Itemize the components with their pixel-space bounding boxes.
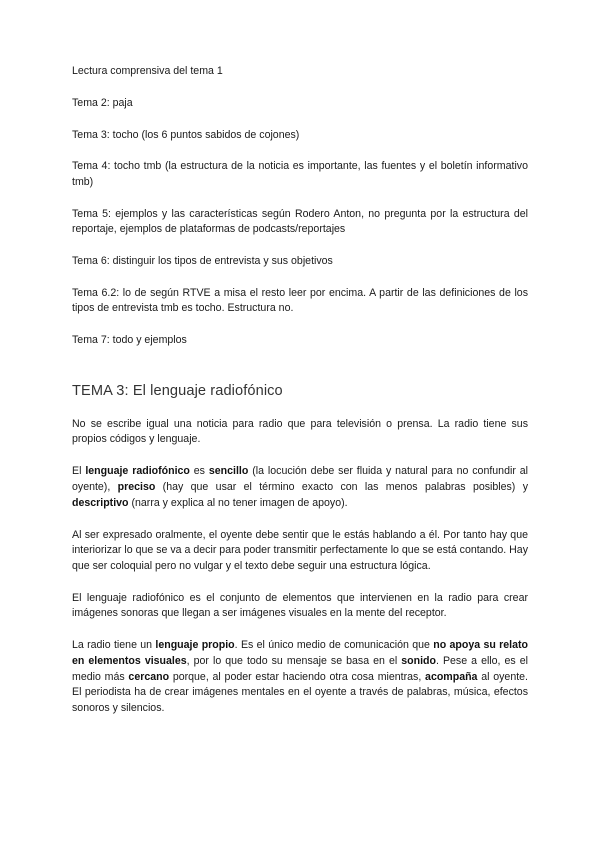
- note-line: Tema 6.2: lo de según RTVE a misa el resto leer por encima. A partir de las definiciones de los tipos de entrevista tmb es tocho. Estructura no.: [72, 286, 528, 315]
- section-heading: TEMA 3: El lenguaje radiofónico: [72, 382, 283, 399]
- document-page: [72, 64, 528, 733]
- text-run: . Es el único medio de comunicación que: [234, 639, 434, 652]
- note-line: Tema 2: paja: [72, 96, 133, 109]
- note-line: Tema 4: tocho tmb (la estructura de la noticia es importante, las fuentes y el boletín informativo tmb): [72, 160, 528, 188]
- text-run: El: [72, 465, 86, 478]
- paragraph-language-traits: [72, 464, 528, 511]
- text-run: La radio tiene un: [72, 639, 156, 652]
- bold-term: lenguaje propio: [155, 639, 235, 652]
- bold-term: cercano: [128, 670, 170, 683]
- text-run: porque, al poder estar haciendo otra cosa mientras,: [169, 670, 426, 683]
- text-run: (la locución debe ser fluida y natural para no confundir al oyente),: [72, 465, 528, 494]
- text-run: es: [189, 465, 209, 478]
- text-run: . Pese a ello, es el medio más: [72, 654, 529, 683]
- bold-term: descriptivo: [72, 496, 129, 509]
- bold-term: sencillo: [208, 465, 249, 478]
- paragraph-own-language: [72, 638, 528, 716]
- note-line: Tema 5: ejemplos y las características según Rodero Anton, no pregunta por la estructura del reportaje, ejemplos de plataformas de podcasts/reportajes: [72, 207, 528, 236]
- bold-term: lenguaje radiofónico: [85, 465, 190, 478]
- bold-term: no apoya su relato en elementos visuales: [72, 639, 528, 667]
- paragraph-definition: El lenguaje radiofónico es el conjunto de elementos que intervienen en la radio para crear imágenes sonoras que llegan a ser imágenes visuales en la mente del receptor.: [72, 591, 528, 620]
- bold-term: sonido: [401, 654, 436, 667]
- bold-term: acompaña: [425, 670, 478, 683]
- note-line: Tema 6: distinguir los tipos de entrevista y sus objetivos: [72, 255, 333, 268]
- text-run: , por lo que todo su mensaje se basa en el: [186, 654, 402, 667]
- note-line: Tema 7: todo y ejemplos: [72, 334, 187, 347]
- text-run: (hay que usar el término exacto con las menos palabras posibles) y: [155, 481, 528, 494]
- text-run: (narra y explica al no tener imagen de apoyo).: [128, 496, 348, 509]
- text-run: al oyente. El periodista ha de crear imágenes mentales en el oyente a través de palabras, música, efectos sonoros y silencios.: [72, 670, 528, 714]
- note-line: Lectura comprensiva del tema 1: [72, 65, 223, 77]
- note-line: Tema 3: tocho (los 6 puntos sabidos de cojones): [72, 128, 300, 141]
- paragraph-intro: No se escribe igual una noticia para radio que para televisión o prensa. La radio tiene sus propios códigos y lenguaje.: [72, 417, 528, 446]
- study-notes: [72, 64, 528, 349]
- paragraph-oral-expression: Al ser expresado oralmente, el oyente debe sentir que le estás hablando a él. Por tanto hay que interiorizar lo que se va a decir para poder transmitir perfectamente lo que se está contando. Hay que ser coloquial pero no vulgar y el texto debe seguir una estructura lógica.: [72, 528, 528, 572]
- section-body: [72, 417, 528, 716]
- bold-term: preciso: [117, 481, 156, 494]
